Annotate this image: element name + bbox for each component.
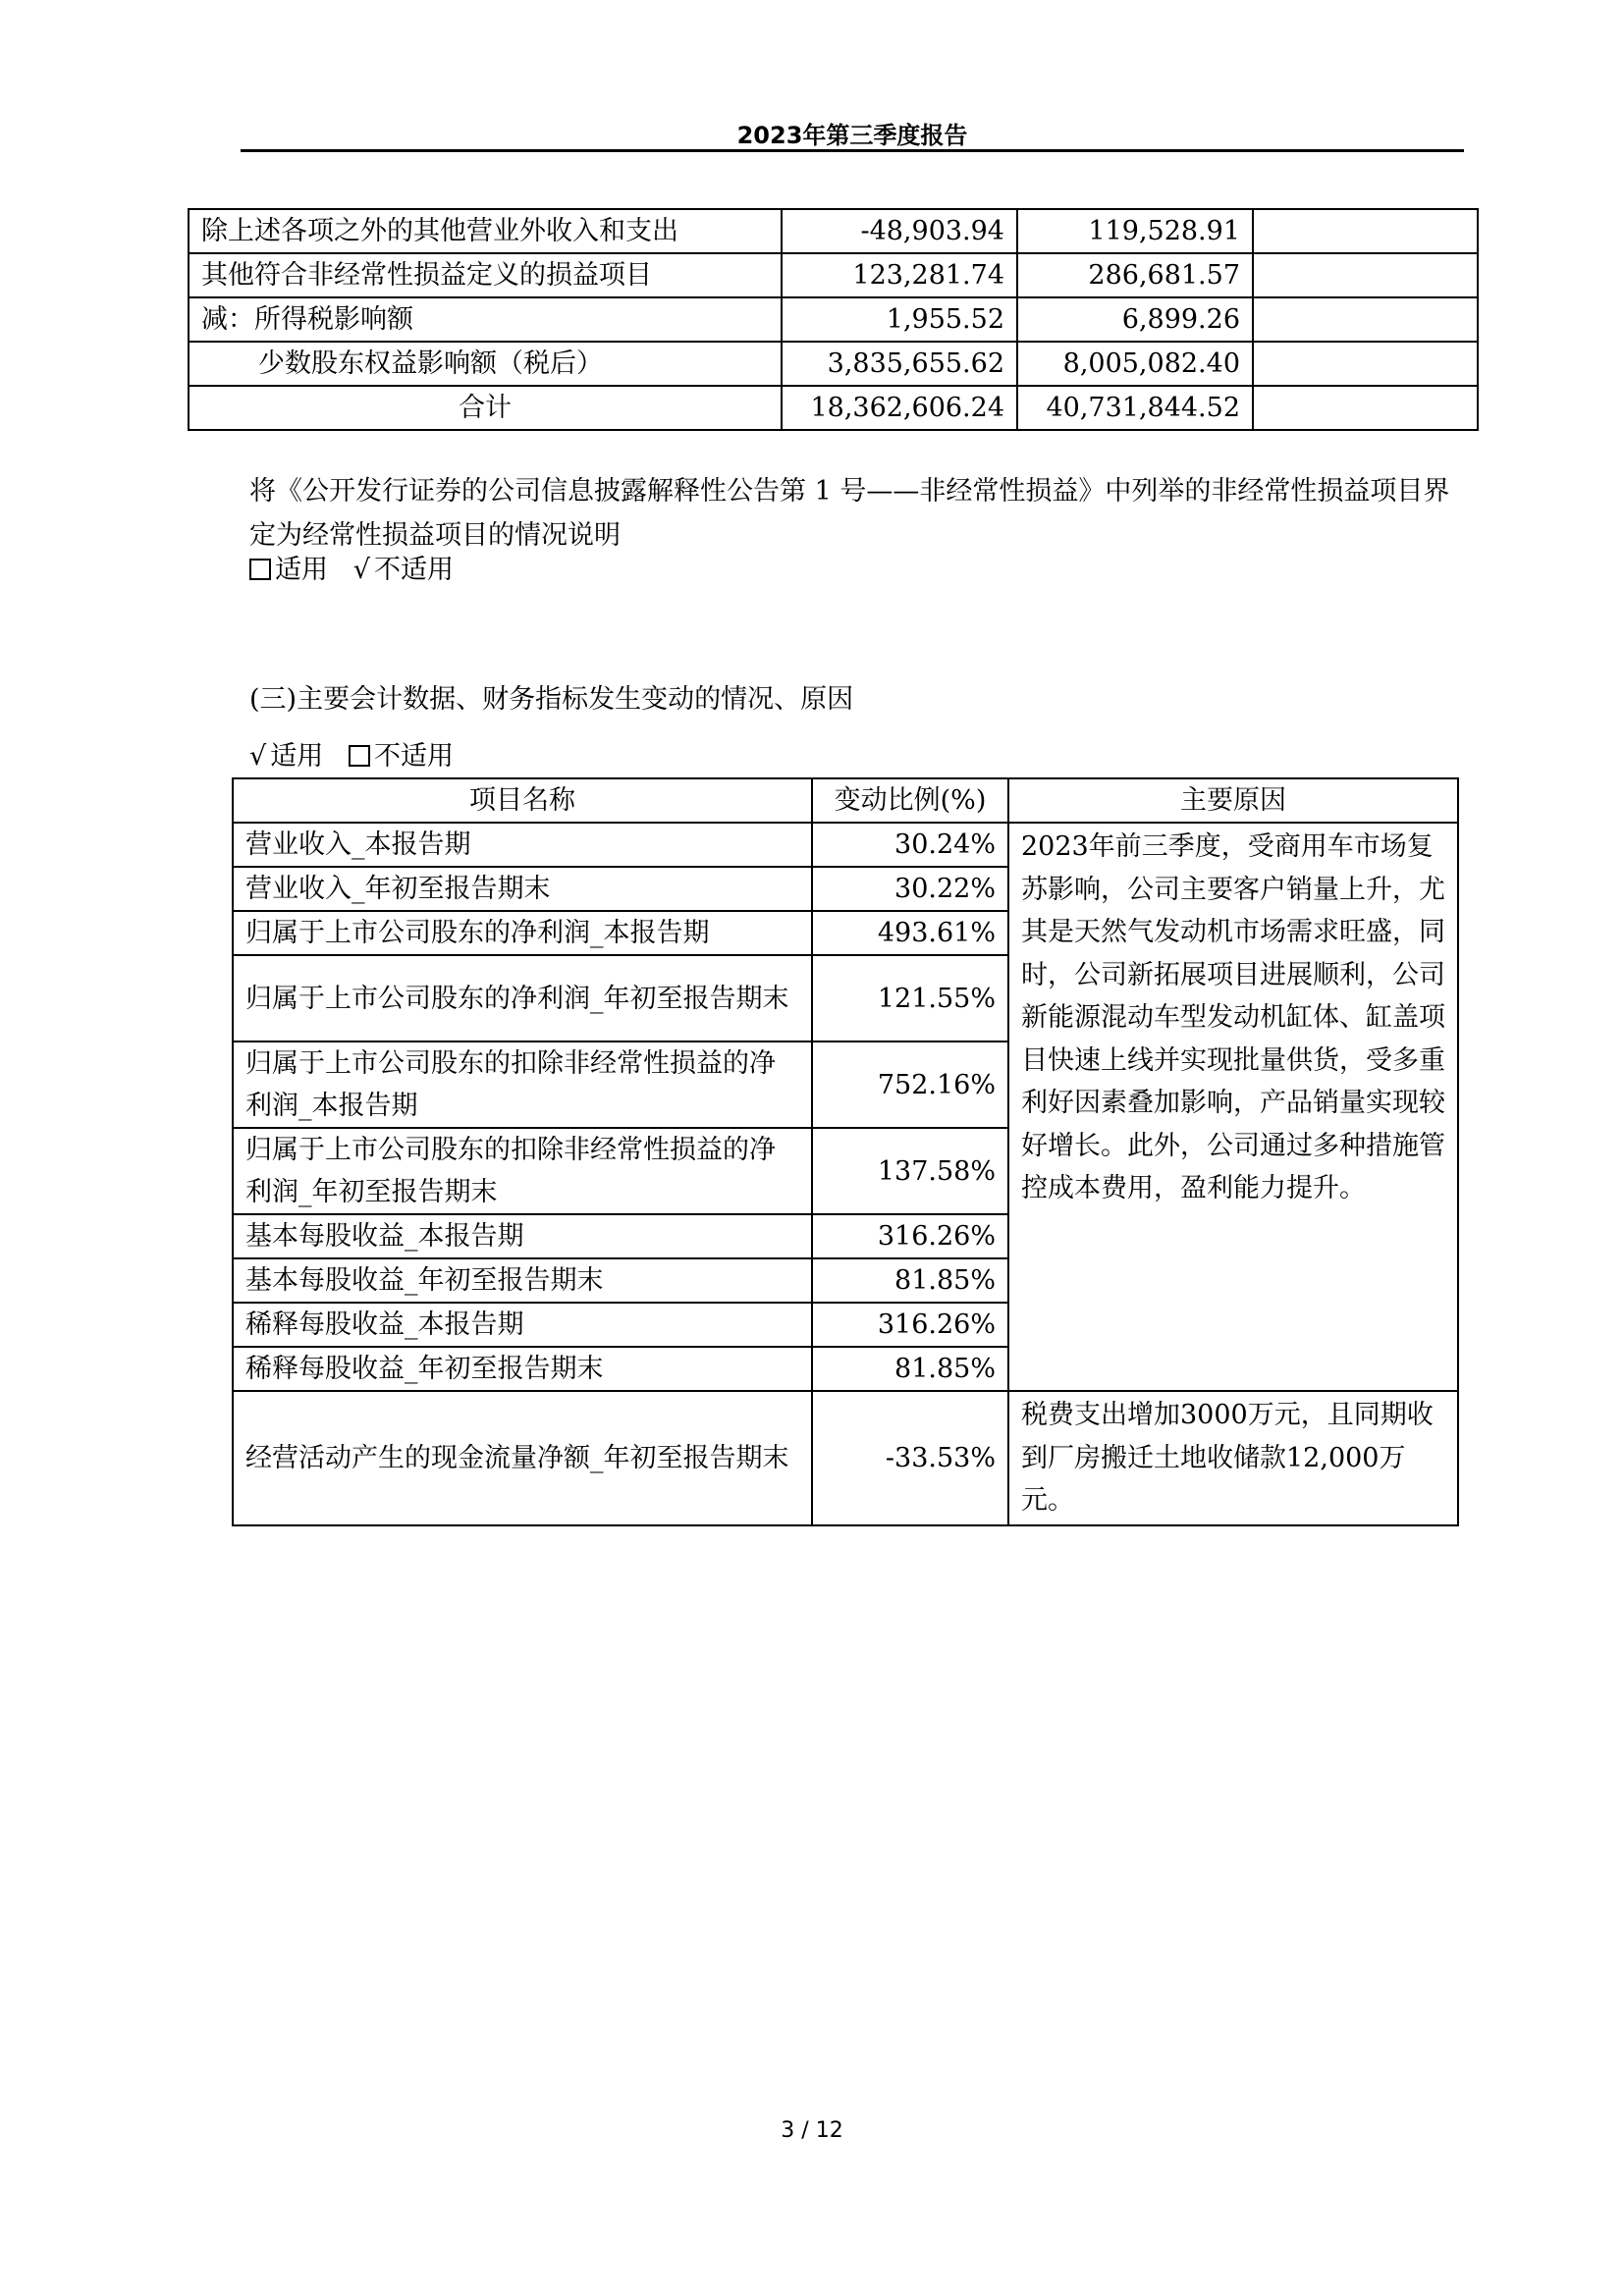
row-label: 除上述各项之外的其他营业外收入和支出 (189, 209, 782, 253)
checkbox-empty-icon (249, 559, 271, 580)
table-row (233, 1391, 1458, 1525)
row-label: 合计 (189, 386, 782, 430)
change-ratio: 752.16% (812, 1041, 1008, 1128)
ytd-value: 6,899.26 (1017, 297, 1253, 342)
header-item: 项目名称 (233, 778, 812, 823)
note-cell (1253, 342, 1478, 386)
table-row (189, 253, 1478, 297)
header-divider (241, 149, 1464, 152)
row-label: 少数股东权益影响额（税后） (189, 342, 782, 386)
option-applicable-label: 适用 (275, 555, 328, 585)
item-name: 基本每股收益_本报告期 (233, 1214, 812, 1258)
page-number: 3 / 12 (781, 2118, 843, 2143)
header-ratio: 变动比例(%) (812, 778, 1008, 823)
table-row (189, 342, 1478, 386)
change-ratio: 81.85% (812, 1347, 1008, 1391)
option-not-applicable-label: 不适用 (373, 555, 454, 585)
page-header-title: 2023年第三季度报告 (736, 122, 968, 149)
current-value: 18,362,606.24 (782, 386, 1017, 430)
change-ratio: 316.26% (812, 1214, 1008, 1258)
applicability-options-2 (249, 734, 454, 778)
change-ratio: 493.61% (812, 911, 1008, 955)
current-value: 123,281.74 (782, 253, 1017, 297)
current-value: -48,903.94 (782, 209, 1017, 253)
change-ratio: 316.26% (812, 1303, 1008, 1347)
ytd-value: 40,731,844.52 (1017, 386, 1253, 430)
change-ratio: 137.58% (812, 1128, 1008, 1214)
note-cell (1253, 209, 1478, 253)
table-header-row (233, 778, 1458, 823)
checkmark-icon: √ (352, 555, 370, 585)
option-not-applicable-label: 不适用 (373, 741, 454, 772)
cashflow-reason-cell: 税费支出增加3000万元，且同期收到厂房搬迁土地收储款12,000万元。 (1008, 1391, 1458, 1525)
table-row (189, 297, 1478, 342)
item-name: 稀释每股收益_年初至报告期末 (233, 1347, 812, 1391)
item-name: 稀释每股收益_本报告期 (233, 1303, 812, 1347)
main-reason-cell: 2023年前三季度，受商用车市场复苏影响，公司主要客户销量上升，尤其是天然气发动机市场需求旺盛，同时，公司新拓展项目进展顺利，公司新能源混动车型发动机缸体、缸盖项目快速上线并实现批量供货，受多重利好因素叠加影响，产品销量实现较好增长。此外，公司通过多种措施管控成本费用，盈利能力提升。 (1008, 823, 1458, 1391)
item-name: 经营活动产生的现金流量净额_年初至报告期末 (233, 1391, 812, 1525)
change-ratio: 81.85% (812, 1258, 1008, 1303)
item-name: 营业收入_年初至报告期末 (233, 867, 812, 911)
table-row-total (189, 386, 1478, 430)
change-ratio: -33.53% (812, 1391, 1008, 1525)
section-title: (三)主要会计数据、财务指标发生变动的情况、原因 (249, 684, 854, 715)
note-cell (1253, 253, 1478, 297)
applicability-options-1 (249, 548, 454, 592)
classification-note-paragraph: 将《公开发行证券的公司信息披露解释性公告第 1 号——非经常性损益》中列举的非经常性损益项目界定为经常性损益项目的情况说明 (249, 476, 1450, 551)
change-ratio: 30.24% (812, 823, 1008, 867)
item-name: 基本每股收益_年初至报告期末 (233, 1258, 812, 1303)
non-recurring-gains-table (188, 208, 1479, 431)
header-reason: 主要原因 (1008, 778, 1458, 823)
item-name: 营业收入_本报告期 (233, 823, 812, 867)
current-value: 3,835,655.62 (782, 342, 1017, 386)
current-value: 1,955.52 (782, 297, 1017, 342)
item-name: 归属于上市公司股东的净利润_年初至报告期末 (233, 955, 812, 1041)
row-label: 减：所得税影响额 (189, 297, 782, 342)
change-ratio: 30.22% (812, 867, 1008, 911)
table-row (189, 209, 1478, 253)
ytd-value: 286,681.57 (1017, 253, 1253, 297)
option-applicable-label: 适用 (270, 741, 324, 772)
checkbox-empty-icon (349, 745, 370, 767)
ytd-value: 119,528.91 (1017, 209, 1253, 253)
change-ratio: 121.55% (812, 955, 1008, 1041)
row-label: 其他符合非经常性损益定义的损益项目 (189, 253, 782, 297)
indicator-change-table (232, 777, 1459, 1526)
table-row (233, 823, 1458, 867)
item-name: 归属于上市公司股东的净利润_本报告期 (233, 911, 812, 955)
ytd-value: 8,005,082.40 (1017, 342, 1253, 386)
checkmark-icon: √ (249, 741, 267, 772)
item-name: 归属于上市公司股东的扣除非经常性损益的净利润_本报告期 (233, 1041, 812, 1128)
note-cell (1253, 297, 1478, 342)
note-cell (1253, 386, 1478, 430)
item-name: 归属于上市公司股东的扣除非经常性损益的净利润_年初至报告期末 (233, 1128, 812, 1214)
